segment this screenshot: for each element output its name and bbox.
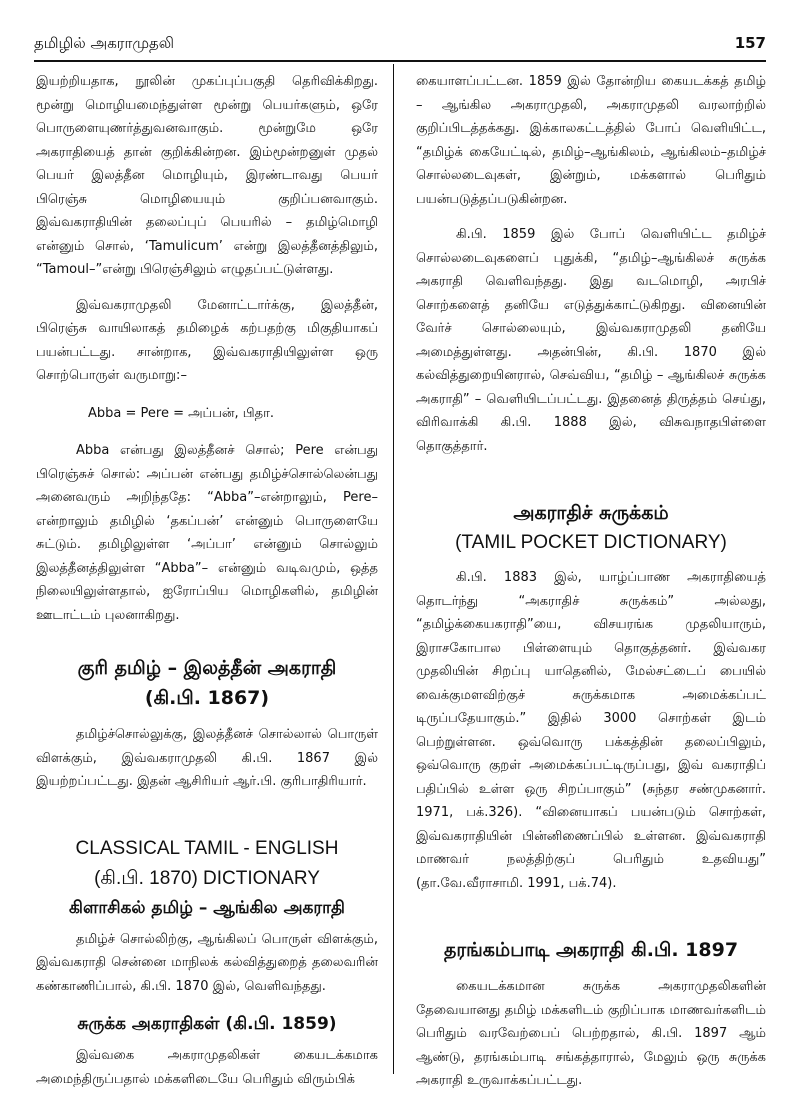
right-column: [416, 70, 766, 1105]
column-divider: [393, 64, 394, 1074]
paragraph: இயற்றியதாக, நூலின் முகப்புப்பகுதி தெரிவிக்கிறது. மூன்று மொழியமைந்துள்ள மூன்று பெயர்களும், ஒரே பொருளையுணர்த்துவனவாகும். மூன்றுமே ஒரே அகராதியைத் தான் குறிக்கின்றன. இம்மூன்றனுள் முதல் பெயர் இலத்தீன மொழியும், இரண்டாவது பெயர் பிரெஞ்சு மொழியையும் குறிப்பனவாகும். இவ்வகராதியின் தலைப்புப் பெயரில் – தமிழ்மொழி என்னும் சொல், ‘Tamulicum’ என்று இலத்தீனத்திலும், “Tamoul–”என்று பிரெஞ்சிலும் எழுதப்பட்டுள்ளது.: [36, 74, 378, 277]
paragraph: கையாளப்பட்டன. 1859 இல் தோன்றிய கையடக்கத் தமிழ் – ஆங்கில அகராமுதலி, அகராமுதலி வரலாற்றில் குறிப்பிடத்தக்கது. இக்காலகட்டத்தில் போப் வெளியிட்ட, “தமிழ்க் கையேட்டில், தமிழ்–ஆங்கிலம், ஆங்கிலம்–தமிழ்ச் சொல்லடைவுகள், இன்றும், மக்களால் பெரிதும் பயன்படுத்தப்படுகின்றன.: [416, 74, 766, 207]
subsection-heading: சுருக்க அகராதிகள் (கி.பி. 1859): [77, 1014, 337, 1034]
section-heading-date: (கி.பி. 1867): [144, 687, 270, 709]
paragraph: தமிழ்ச்சொல்லுக்கு, இலத்தீனச் சொல்லால் பொருள் விளக்கும், இவ்வகராமுதலி கி.பி. 1867 இல் இயற்றப்பட்டது. இதன் ஆசிரியர் ஆர்.பி. குரிபாதிரியார்.: [36, 727, 378, 789]
section-heading: கிளாசிகல் தமிழ் – ஆங்கில அகராதி: [69, 897, 345, 918]
section-heading: குரி தமிழ் – இலத்தீன் அகராதி: [77, 657, 337, 679]
section-heading: தரங்கம்பாடி அகராதி கி.பி. 1897: [443, 939, 739, 961]
section-heading-english: (TAMIL POCKET DICTIONARY): [455, 532, 727, 553]
paragraph: கையடக்கமான சுருக்க அகராமுதலிகளின் தேவையானது தமிழ் மக்களிடம் குறிப்பாக மாணவர்களிடம் பெரிதும் வரவேற்பைப் பெற்றதால், கி.பி. 1897 ஆம் ஆண்டு, தரங்கம்பாடி சங்கத்தாரால், மேலும் ஒரு சுருக்க அகராதி உருவாக்கப்பட்டது.: [416, 979, 766, 1088]
page-header: [34, 28, 766, 58]
running-title: தமிழில் அகராமுதலி: [34, 34, 175, 52]
paragraph: Abba என்பது இலத்தீனச் சொல்; Pere என்பது பிரெஞ்சுச் சொல்: அப்பன் என்பது தமிழ்ச்சொல்லென்பது அனைவரும் அறிந்ததே: “Abba”–என்றாலும், Pere– என்றாலும் தமிழில் ‘தகப்பன்’ என்னும் பொருளையே சுட்டும். தமிழிலுள்ள ‘அப்பா’ என்னும் சொல்லும் இலத்தீனத்திலுள்ள “Abba”– என்னும் வடிவமும், ஒத்த நிலையிலுள்ளதால், ஐரோப்பிய மொழிகளில், தமிழின் ஊடாட்டம் புலனாகிறது.: [36, 443, 378, 623]
section-heading-english: CLASSICAL TAMIL - ENGLISH: [75, 837, 339, 859]
paragraph: தமிழ்ச் சொல்லிற்கு, ஆங்கிலப் பொருள் விளக்கும், இவ்வகராதி சென்னை மாநிலக் கல்வித்துறைத் தலைவரின் கண்காணிப்பால், கி.பி. 1870 இல், வெளிவந்தது.: [36, 931, 378, 994]
header-rule: [34, 60, 766, 62]
paragraph: கி.பி. 1859 இல் போப் வெளியிட்ட தமிழ்ச் சொல்லடைவுகளைப் புதுக்கி, “தமிழ்–ஆங்கிலச் சுருக்க அகராதி வெளிவந்தது. இது வடமொழி, அரபிச் சொற்களைத் தனியே எடுத்துக்காட்டுகிறது. வினையின் வேர்ச் சொல்லையும், இவ்வகராமுதலி தனியே அமைத்துள்ளது. அதன்பின், கி.பி. 1870 இல் கல்வித்துறையினரால், செவ்விய, “தமிழ் – ஆங்கிலச் சுருக்க அகராதி” – வெளியிடப்பட்டது. இதனைத் திருத்தம் செய்து, விரிவாக்கி கி.பி. 1888 இல், விசுவநாதபிள்ளை தொகுத்தார்.: [416, 227, 766, 454]
section-heading-english: (கி.பி. 1870) DICTIONARY: [94, 867, 320, 889]
paragraph: கி.பி. 1883 இல், யாழ்ப்பாண அகராதியைத் தொடர்ந்து “அகராதிச் சுருக்கம்” அல்லது, “தமிழ்க்கையகராதி”யை, விசயரங்க முதலியாரும், இராசகோபால பிள்ளையும் தொகுத்தனர். இவ்வகர முதலியின் சிறப்பு யாதெனில், மேல்சட்டைப் பையில் வைக்குமளவிற்குச் சுருக்கமாக அமைக்கப்பட் டிருப்பதேயாகும்.” இதில் 3000 சொற்கள் இடம் பெற்றுள்ளன. ஒவ்வொரு பக்கத்தின் தலைப்பிலும், ஒவ்வொரு குறள் அமைக்கப்பட்டிருப்பது, இவ் வகராதிப் பதிப்பில் உள்ள ஒரு சிறப்பாகும்” (சுந்தர சண்முகனார். 1971, பக்.326). “வினையாகப் பயன்படும் சொற்கள், இவ்வகராதியின் பின்னிணைப்பில் உள்ளன. இவ்வகராதி மாணவர் நலத்திற்குப் பெரிதும் உதவியது” (தா.வே.வீராசாமி. 1991, பக்.74).: [416, 570, 766, 891]
paragraph: இவ்வகை அகராமுதலிகள் கையடக்கமாக அமைந்திருப்பதால் மக்களிடையே பெரிதும் விரும்பிக்: [36, 1048, 378, 1087]
page-number: 157: [734, 34, 766, 52]
section-heading: அகராதிச் சுருக்கம்: [513, 502, 669, 524]
paragraph: இவ்வகராமுதலி மேனாட்டார்க்கு, இலத்தீன், பிரெஞ்சு வாயிலாகத் தமிழைக் கற்பதற்கு மிகுதியாகப் பயன்பட்டது. சான்றாக, இவ்வகராதியிலுள்ள ஒரு சொற்பொருள் வருமாறு:–: [36, 297, 378, 383]
left-column: [36, 70, 378, 1103]
example-entry: Abba = Pere = அப்பன், பிதா.: [88, 405, 275, 421]
